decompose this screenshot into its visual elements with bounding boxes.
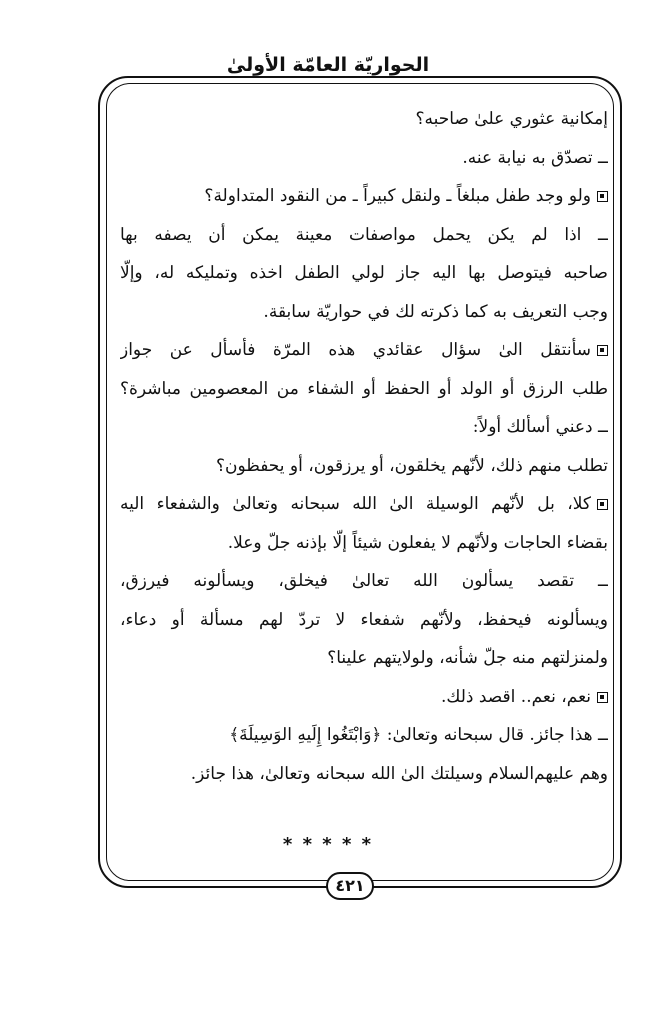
square-bullet-icon: [597, 345, 608, 356]
text-line: بقضاء الحاجات ولأنّهم لا يفعلون شيئاً إلّا بإذنه جلّ وعلا.: [227, 532, 608, 553]
square-bullet-icon: [597, 692, 608, 703]
text-line: ويسألونه فيحفظ، ولأنّهم شفعاء لا تردّ لهم مسألة أو دعاء،: [120, 609, 608, 630]
square-bullet-icon: [597, 499, 608, 510]
question-line: [120, 331, 608, 370]
section-separator: * * * * *: [282, 834, 374, 855]
text-line: صاحبه فيتوصل بها اليه جاز لولي الطفل اخذه وتمليكه له، وإلّا: [120, 263, 608, 283]
question-line: [120, 678, 608, 717]
text-line: طلب الرزق أو الولد أو الحفظ أو الشفاء من المعصومين مباشرة؟: [120, 378, 608, 399]
page-number: ٤٢١: [326, 872, 374, 900]
text-line: تطلب منهم ذلك، لأنّهم يخلقون، أو يرزقون، أو يحفظون؟: [215, 455, 608, 476]
text-line: ــ هذا جائز. قال سبحانه وتعالىٰ: ﴿وَابْتَغُوا إِلَيهِ الوَسِيلَةَ﴾: [229, 725, 608, 745]
square-bullet-icon: [597, 191, 608, 202]
question-text: سأنتقل الىٰ سؤال عقائدي هذه المرّة فأسأل عن جواز: [120, 340, 591, 360]
text-line: وجب التعريف به كما ذكرته لك في حواريّة سابقة.: [263, 301, 608, 322]
body-text: [120, 100, 608, 793]
question-line: [120, 485, 608, 524]
text-line: ــ اذا لم يكن يحمل مواصفات معينة يمكن أن يصفه بها: [120, 224, 608, 245]
text-line: ــ تصدّق به نيابة عنه.: [462, 147, 608, 168]
question-text: نعم، نعم.. اقصد ذلك.: [441, 686, 591, 707]
question-line: [120, 177, 608, 216]
question-text: ولو وجد طفل مبلغاً ـ ولنقل كبيراً ـ من النقود المتداولة؟: [204, 186, 591, 206]
text-line: ولمنزلتهم منه جلّ شأنه، ولولايتهم علينا؟: [327, 648, 608, 668]
text-line: وهم عليهم‌السلام وسيلتك الىٰ الله سبحانه وتعالىٰ، هذا جائز.: [190, 763, 608, 784]
question-text: كلا، بل لأنّهم الوسيلة الىٰ الله سبحانه وتعالىٰ والشفعاء اليه: [120, 494, 591, 514]
text-line: ــ دعني أسألك أولاً:: [472, 417, 608, 437]
text-line: إمكانية عثوري علىٰ صاحبه؟: [415, 109, 608, 129]
running-header: الحواريّة العامّة الأولىٰ: [226, 54, 430, 76]
text-line: ــ تقصد يسألون الله تعالىٰ فيخلق، ويسألونه فيرزق،: [120, 571, 608, 591]
